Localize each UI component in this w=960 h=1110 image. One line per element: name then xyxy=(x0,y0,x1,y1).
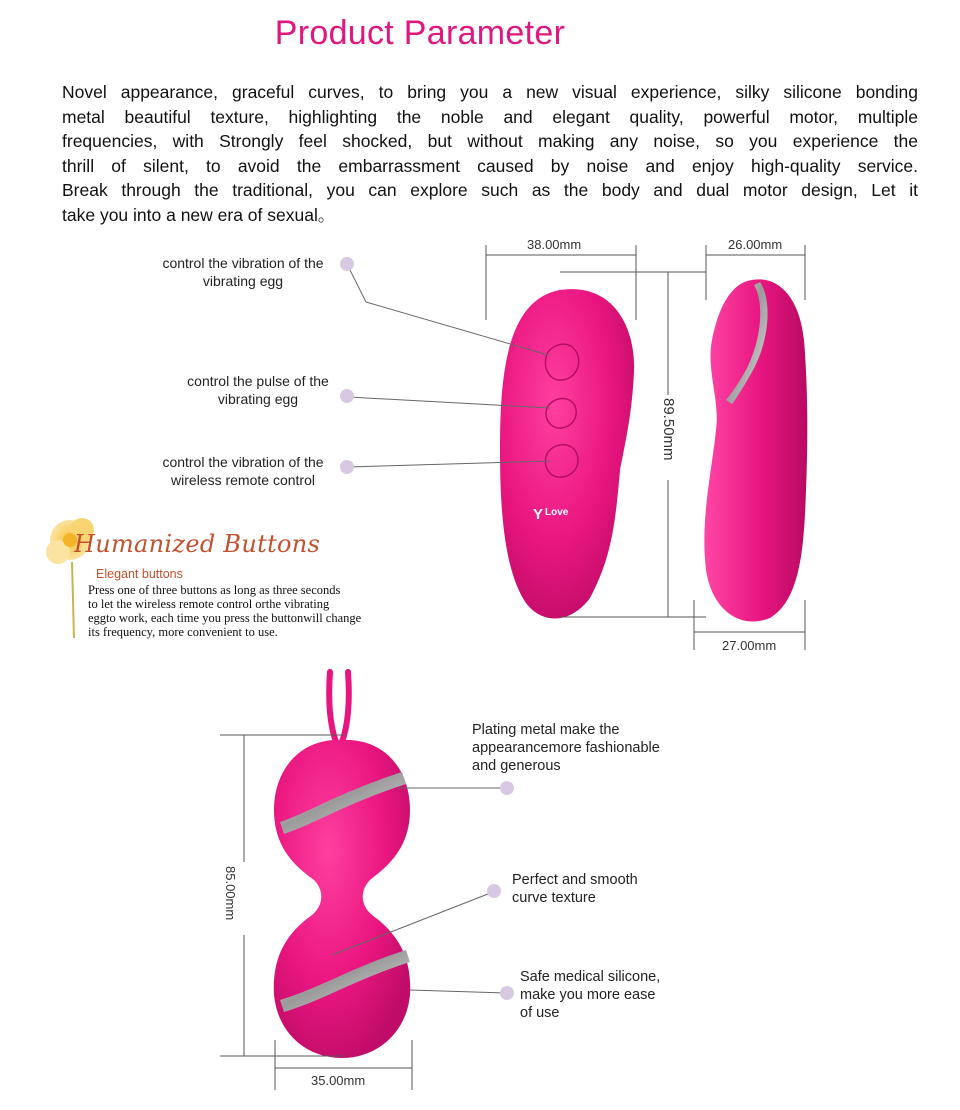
callout-line: control the pulse of the xyxy=(187,373,329,389)
callout-dot xyxy=(500,986,514,1000)
intro-line: thrill of silent, to avoid the embarrassment caused by noise and enjoy high-quality service. xyxy=(62,155,918,176)
remote-front-body xyxy=(500,289,634,618)
humanized-title: Humanized Buttons xyxy=(74,530,321,558)
intro-line: Novel appearance, graceful curves, to bring you a new visual experience, silky silicone bonding xyxy=(62,82,918,102)
callout-line: vibrating egg xyxy=(217,391,299,407)
callout-plating xyxy=(472,721,660,775)
intro-line: Break through the traditional, you can explore such as the body and dual motor design, Let it xyxy=(62,180,918,200)
dim-remote-depth-bottom: 27.00mm xyxy=(722,638,777,653)
page-title: Product Parameter xyxy=(274,14,566,52)
callout-line: appearancemore fashionable xyxy=(472,740,660,756)
dim-balls-width: 35.00mm xyxy=(311,1073,366,1088)
dim-balls-height: 85.00mm xyxy=(223,866,238,921)
callout-line: curve texture xyxy=(512,890,596,906)
callout-vibration-remote xyxy=(150,453,336,489)
callout-dot xyxy=(340,257,354,271)
callout-line: Plating metal make the xyxy=(472,722,620,738)
callout-vibration-egg xyxy=(150,254,336,290)
remote-logo-mark: Y xyxy=(533,506,544,523)
humanized-body xyxy=(88,583,448,639)
humanized-line: to let the wireless remote control orthe vibrating xyxy=(88,597,330,611)
callout-silicone xyxy=(520,968,660,1022)
remote-logo-text: Love xyxy=(545,507,569,518)
callout-line: Perfect and smooth xyxy=(512,872,638,888)
callout-pulse-egg xyxy=(172,372,344,408)
intro-line: metal beautiful texture, highlighting the noble and elegant quality, powerful motor, multiple xyxy=(62,106,918,127)
humanized-line: Press one of three buttons as long as three seconds xyxy=(88,583,341,597)
intro-line: frequencies, with Strongly feel shocked, but without making any noise, so you experience the xyxy=(62,131,918,151)
callout-line: control the vibration of the xyxy=(162,255,324,271)
callout-dot xyxy=(340,460,354,474)
intro-line: take you into a new era of sexual。 xyxy=(62,204,336,225)
balls-string-icon xyxy=(329,672,349,742)
remote-callout-dots xyxy=(340,257,354,474)
callout-dot xyxy=(487,884,501,898)
dim-remote-depth-top: 26.00mm xyxy=(728,237,783,252)
dim-remote-width: 38.00mm xyxy=(527,237,582,252)
callout-line: of use xyxy=(520,1005,560,1021)
callout-line: make you more ease xyxy=(520,987,656,1003)
humanized-line: its frequency, more convenient to use. xyxy=(88,625,278,639)
dim-remote-height: 89.50mm xyxy=(660,398,677,461)
callout-line: Safe medical silicone, xyxy=(520,969,661,985)
humanized-line: eggto work, each time you press the buttonwill change xyxy=(88,611,362,625)
remote-side-body xyxy=(704,279,807,621)
balls-callout-dots xyxy=(487,781,514,1000)
callout-line: and generous xyxy=(472,758,561,774)
humanized-subtitle: Elegant buttons xyxy=(96,567,183,581)
callout-line: wireless remote control xyxy=(171,472,315,488)
callout-dot xyxy=(500,781,514,795)
callout-line: vibrating egg xyxy=(202,273,284,289)
callout-curve xyxy=(512,871,638,907)
callout-line: control the vibration of the xyxy=(162,454,324,470)
